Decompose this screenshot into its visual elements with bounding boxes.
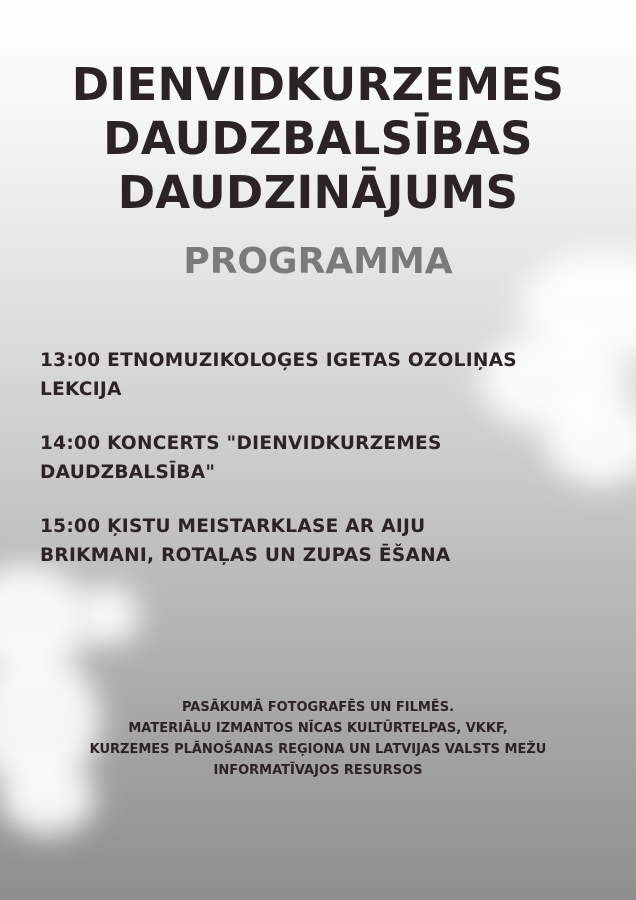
program-item-line: 13:00 ETNOMUZIKOLOĢES IGETAS OZOLIŅAS	[40, 350, 517, 371]
program-item	[40, 512, 600, 570]
program-item-line: LEKCIJA	[40, 379, 122, 400]
title-line: DAUDZBALSĪBAS	[103, 112, 533, 165]
program-item-line: BRIKMANI, ROTAĻAS UN ZUPAS ĒŠANA	[40, 545, 451, 566]
footer-notice	[0, 697, 636, 781]
program-item	[40, 346, 600, 404]
poster-subtitle: PROGRAMMA	[183, 241, 453, 282]
poster-title	[0, 58, 636, 220]
program-list	[40, 346, 600, 595]
program-item-line: 15:00 ĶISTU MEISTARKLASE AR AIJU	[40, 516, 426, 537]
program-item-line: DAUDZBALSĪBA"	[40, 462, 216, 483]
footer-line: KURZEMES PLĀNOŠANAS REĢIONA UN LATVIJAS VALSTS MEŽU	[89, 742, 547, 757]
footer-line: PASĀKUMĀ FOTOGRAFĒS UN FILMĒS.	[181, 700, 455, 715]
program-item-line: 14:00 KONCERTS "DIENVIDKURZEMES	[40, 433, 442, 454]
footer-line: MATERIĀLU IZMANTOS NĪCAS KULTŪRTELPAS, VKKF,	[128, 721, 508, 736]
footer-line: INFORMATĪVAJOS RESURSOS	[213, 763, 423, 778]
title-line: DIENVIDKURZEMES	[71, 58, 565, 111]
title-line: DAUDZINĀJUMS	[117, 166, 519, 219]
program-item	[40, 429, 600, 487]
